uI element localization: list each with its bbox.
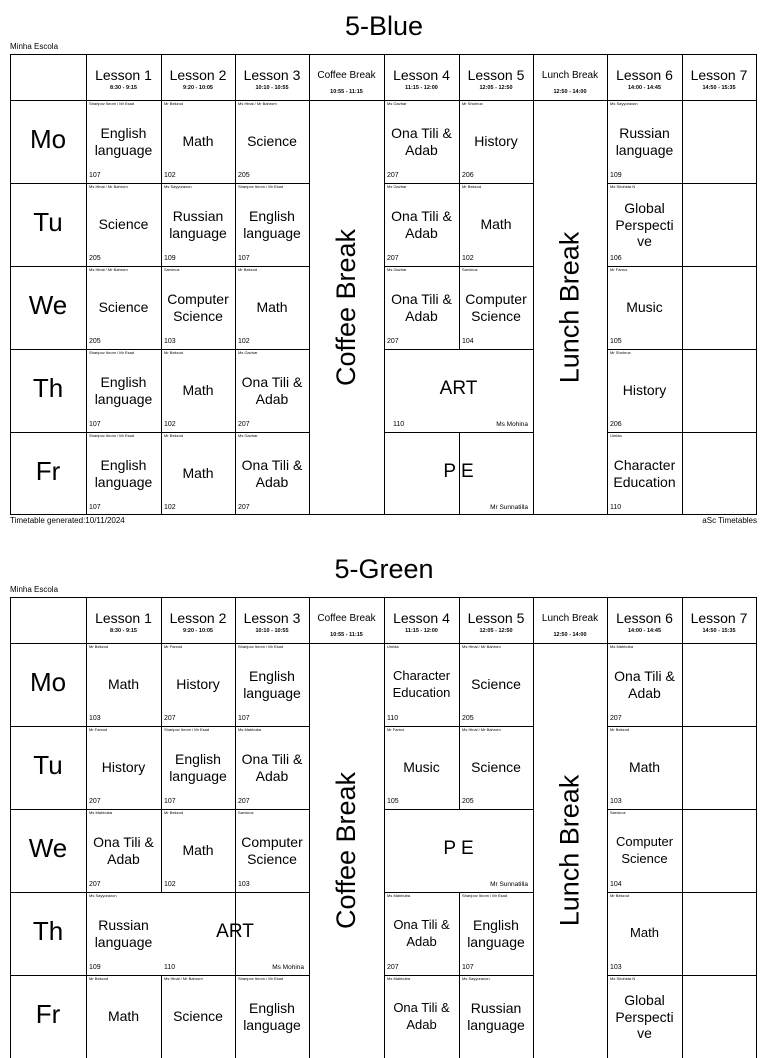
header-lesson-6: Lesson 6 14:00 - 14:45 [616, 610, 673, 634]
coffee-break-band: Coffee Break [331, 771, 362, 929]
empty-cell [682, 892, 756, 975]
lesson-cell[interactable]: Mr Farxod History 207 [89, 727, 146, 805]
lesson-cell[interactable]: Sarvinoz Computer Science 103 [164, 267, 229, 345]
header-lunch-break: Lunch Break 12:50 - 14:00 [541, 70, 599, 95]
lesson-cell[interactable]: Sharipov Ikrom / Mr Esad English language [238, 976, 301, 1033]
lesson-cell[interactable]: Ms Mahbuba Ona Tili & Adab [387, 976, 450, 1032]
lesson-cell-double[interactable]: ART 110 Ms Mohina [393, 378, 528, 428]
lesson-cell[interactable]: Ms Hinal / Mr Bahrom Science [164, 976, 223, 1024]
lesson-cell[interactable]: Ms Mahbuba Ona Tili & Adab 207 [89, 810, 154, 888]
header-lesson-4: Lesson 4 11:15 - 12:00 [393, 67, 450, 91]
lesson-cell[interactable]: Ms Hinal / Mr Bahrom Science 205 [238, 101, 297, 179]
lesson-cell-double[interactable]: P E Mr Sunnatilla [443, 461, 528, 511]
lesson-cell[interactable]: Ms Hinal / Mr Bahrom Science 205 [462, 644, 521, 722]
lesson-cell[interactable]: Ms Gavhar Ona Tili & Adab 207 [238, 433, 303, 511]
lesson-cell[interactable]: Ms Mahbuba Ona Tili & Adab 207 [610, 644, 675, 722]
empty-cell [682, 975, 756, 1058]
lunch-break-band: Lunch Break [554, 231, 585, 383]
lesson-cell[interactable]: Mr Bekzod Math 103 [89, 644, 140, 722]
school-name: Minha Escola [10, 585, 59, 594]
empty-cell [682, 266, 756, 349]
lesson-cell[interactable]: Mr Bekzod Math 102 [164, 810, 214, 888]
lesson-cell[interactable]: Ms Gavhar Ona Tili & Adab 207 [387, 184, 452, 262]
lesson-cell[interactable]: Sharipov Ikrom / Mr Esad English language 107 [89, 101, 153, 179]
lesson-cell[interactable]: Ms Sayyoraxon Russian language [462, 976, 525, 1033]
header-lesson-3: Lesson 3 10:10 - 10:55 [243, 610, 301, 634]
generated-date: Timetable generated:10/11/2024 [10, 516, 125, 525]
lesson-cell[interactable]: Ms Hinal / Mr Bahrom Science 205 [89, 184, 149, 262]
empty-cell [682, 809, 756, 892]
header-lunch-break: Lunch Break 12:50 - 14:00 [541, 613, 599, 638]
header-lesson-2: Lesson 2 9:20 - 10:05 [169, 67, 227, 91]
lesson-cell[interactable]: Mr Bekzod Math 102 [164, 433, 214, 511]
header-lesson-2: Lesson 2 9:20 - 10:05 [169, 610, 227, 634]
lesson-cell[interactable]: Sharipov Ikrom / Mr Esad English language 107 [462, 893, 525, 971]
timetable-grid [10, 597, 757, 1058]
header-lesson-7: Lesson 7 14:50 - 15:35 [690, 610, 748, 634]
lesson-cell-double[interactable]: P E Mr Sunnatilla [443, 838, 528, 888]
lesson-cell[interactable]: Sharipov Ikrom / Mr Esad English language 107 [164, 727, 227, 805]
day-label-we: We [28, 833, 68, 863]
lesson-cell[interactable]: Sharipov Ikrom / Mr Esad English language 107 [238, 644, 301, 722]
empty-cell [682, 349, 756, 432]
lesson-cell[interactable]: Sarvinoz Computer Science 104 [610, 810, 674, 888]
header-coffee-break: Coffee Break 10:55 - 11:15 [317, 70, 376, 95]
school-name: Minha Escola [10, 42, 59, 51]
day-label-mo: Mo [29, 667, 67, 697]
day-label-th: Th [32, 916, 64, 946]
lesson-cell[interactable]: Mr Bekzod Math 102 [238, 267, 288, 345]
header-lesson-1: Lesson 1 8:30 - 9:15 [95, 610, 152, 634]
empty-cell [682, 183, 756, 266]
lesson-cell[interactable]: Mr Farrux Music 105 [387, 727, 440, 805]
lesson-cell[interactable]: Ms Gavhar Ona Tili & Adab 207 [238, 350, 303, 428]
header-coffee-break: Coffee Break 10:55 - 11:15 [317, 613, 376, 638]
lesson-cell[interactable]: Mr Farrux Music 105 [610, 267, 663, 345]
lesson-cell[interactable]: Mr Bekzod Math 103 [610, 727, 661, 805]
lesson-cell[interactable]: Sharipov Ikrom / Mr Esad English language 107 [89, 350, 153, 428]
lesson-cell[interactable]: Sarvinoz Computer Science 103 [238, 810, 303, 888]
header-lesson-7: Lesson 7 14:50 - 15:35 [690, 67, 748, 91]
lesson-cell[interactable]: Ms Sayyoraxon Russian language 109 [164, 184, 227, 262]
day-label-fr: Fr [35, 999, 61, 1029]
header-lesson-1: Lesson 1 8:30 - 9:15 [95, 67, 152, 91]
lesson-cell[interactable]: Ms Shohida N Global Perspecti ve [610, 976, 674, 1041]
empty-cell [682, 726, 756, 809]
day-label-tu: Tu [33, 207, 63, 237]
lesson-cell[interactable]: Ms Hinal / Mr Bahrom Science 205 [462, 727, 521, 805]
lesson-cell-double[interactable]: ART 110 Ms Mohina [164, 921, 304, 971]
empty-cell [682, 100, 756, 183]
header-lesson-3: Lesson 3 10:10 - 10:55 [243, 67, 301, 91]
lesson-cell[interactable]: Mr Bekzod Math 103 [610, 893, 659, 971]
lesson-cell[interactable]: Mr Farxod History 207 [164, 644, 220, 722]
lesson-cell[interactable]: Mr Bekzod Math 102 [164, 101, 214, 179]
header-lesson-6: Lesson 6 14:00 - 14:45 [616, 67, 673, 91]
day-label-th: Th [32, 373, 64, 403]
lesson-cell[interactable]: Sharipov Ikrom / Mr Esad English language 107 [238, 184, 301, 262]
day-label-mo: Mo [29, 124, 67, 154]
class-title: 5-Green [334, 554, 434, 584]
header-lesson-5: Lesson 5 12:05 - 12:50 [467, 610, 525, 634]
lesson-cell[interactable]: Umida Character Education 110 [387, 644, 451, 722]
lesson-cell[interactable]: Ms Hinal / Mr Bahrom Science 205 [89, 267, 149, 345]
timetable-grid [10, 54, 757, 515]
lesson-cell[interactable]: Mr Bekzod Math 102 [164, 350, 214, 428]
day-label-fr: Fr [35, 456, 61, 486]
header-lesson-5: Lesson 5 12:05 - 12:50 [467, 67, 525, 91]
lesson-cell[interactable]: Mr Shohrux History 206 [610, 350, 667, 428]
lesson-cell[interactable]: Mr Shohrux History 206 [462, 101, 518, 179]
lesson-cell[interactable]: Sharipov Ikrom / Mr Esad English language 107 [89, 433, 153, 511]
lunch-break-band: Lunch Break [554, 774, 585, 926]
lesson-cell[interactable]: Ms Gavhar Ona Tili & Adab 207 [387, 101, 452, 179]
lesson-cell[interactable]: Ms Gavhar Ona Tili & Adab 207 [387, 267, 452, 345]
lesson-cell[interactable]: Ms Sayyoraxon Russian language 109 [89, 893, 153, 971]
lesson-cell[interactable]: Ms Mahbuba Ona Tili & Adab 207 [238, 727, 303, 805]
lesson-cell[interactable]: Mr Bekzod Math [89, 976, 140, 1024]
lesson-cell[interactable]: Umida Character Education 110 [610, 433, 676, 511]
empty-cell [682, 643, 756, 726]
lesson-cell[interactable]: Ms Mahbuba Ona Tili & Adab 207 [387, 893, 450, 971]
day-label-we: We [28, 290, 68, 320]
class-title: 5-Blue [344, 11, 424, 41]
lesson-cell[interactable]: Mr Bekzod Math 102 [462, 184, 512, 262]
lesson-cell[interactable]: Ms Shohida N Global Perspecti ve 106 [610, 184, 674, 262]
empty-cell [682, 432, 756, 515]
lesson-cell[interactable]: Ms Sayyoraxon Russian language 109 [610, 101, 674, 179]
lesson-cell[interactable]: Sarvinoz Computer Science 104 [462, 267, 527, 345]
coffee-break-band: Coffee Break [331, 228, 362, 386]
day-label-tu: Tu [33, 750, 63, 780]
header-lesson-4: Lesson 4 11:15 - 12:00 [393, 610, 450, 634]
generator-credit: aSc Timetables [702, 516, 757, 525]
